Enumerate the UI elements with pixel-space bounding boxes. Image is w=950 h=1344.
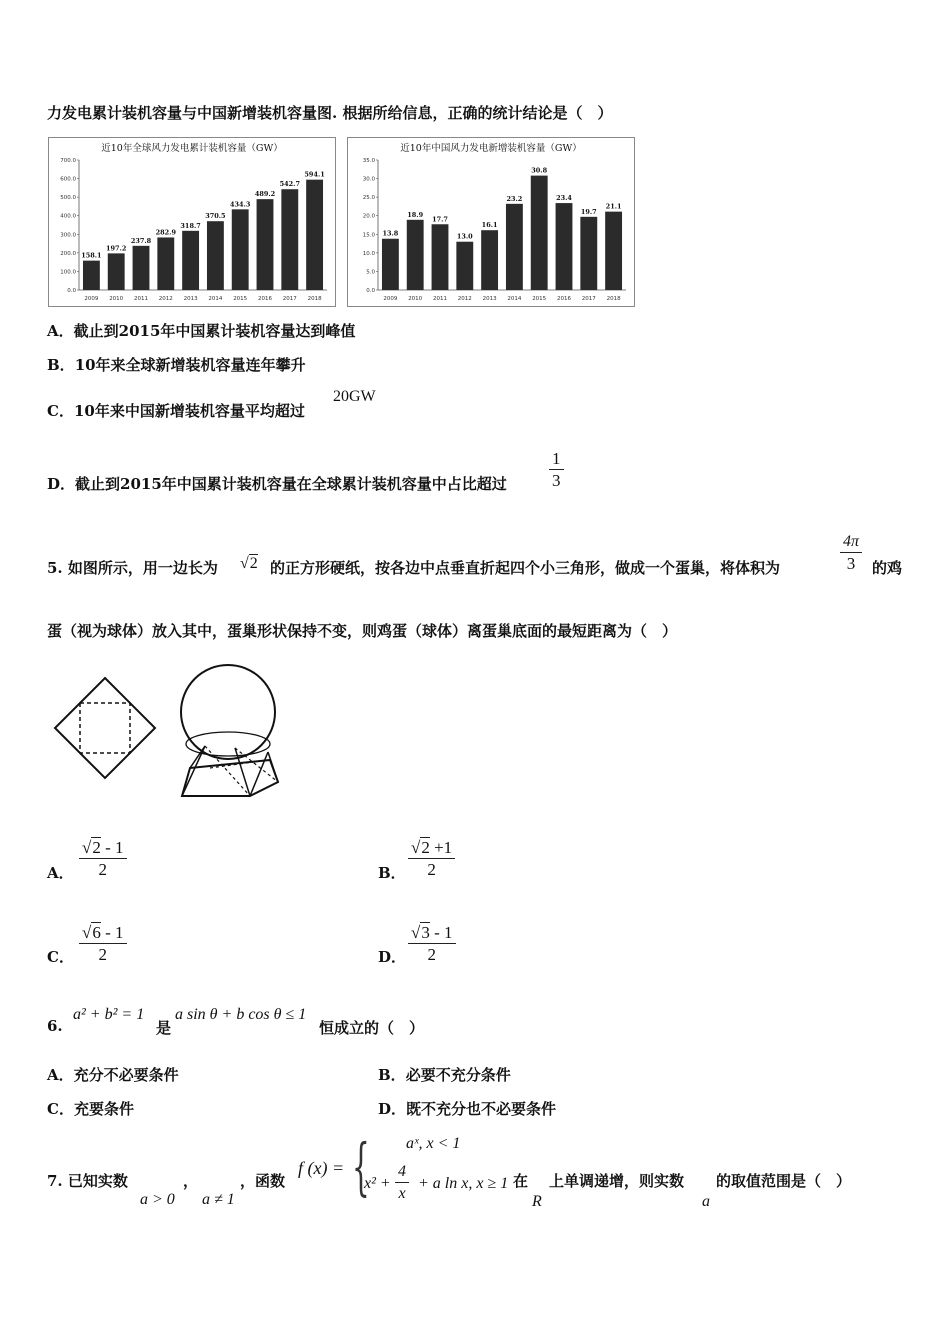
q6-option-c-text: 充要条件 [73,1100,134,1118]
q5-option-a-label: A． [47,864,74,882]
q4-option-d-fraction [549,449,564,492]
x-tick-label: 2017 [581,296,596,302]
q6-option-d-label: D． [378,1100,407,1118]
bar-value-label: 237.8 [130,236,152,245]
y-tick-label: 5.0 [366,269,375,276]
fraction-numerator: 4 [395,1162,409,1183]
y-tick-label: 300.0 [60,232,76,239]
q5-sqrt2: √2 [240,555,258,572]
q6-condition-2: a sin θ + b cos θ ≤ 1 [175,1006,307,1023]
q4-option-a-text: 截止到2015年中国累计装机容量达到峰值 [73,322,356,340]
q6-option-c-label: C． [47,1100,74,1118]
y-tick-label: 400.0 [60,213,76,220]
bar-2011 [432,224,449,290]
q5-option-b-fraction [408,838,455,881]
numerator-operation: - 1 [100,923,124,942]
q5-stem-line2: 蛋（视为球体）放入其中，蛋巢形状保持不变，则鸡蛋（球体）离蛋巢底面的最短距离为（ ） [47,622,678,640]
chart-title: 近10年中国风力发电新增装机容量（GW） [400,143,582,154]
chart-global-cumulative [48,137,336,307]
bar-value-label: 19.7 [580,207,597,216]
y-tick-label: 0.0 [67,288,76,294]
bar-2015 [232,209,249,290]
fraction-denominator: 2 [427,860,436,879]
bar-value-label: 21.1 [605,202,622,211]
bar-2012 [456,242,473,290]
q7-condition-b: a ≠ 1 [202,1191,235,1208]
bar-value-label: 282.9 [155,228,176,237]
x-tick-label: 2014 [507,296,522,302]
numerator-operation: - 1 [100,838,124,857]
x-tick-label: 2018 [606,296,621,302]
q7-number-and-text [47,1170,128,1191]
fraction-denominator: 2 [98,945,107,964]
y-tick-label: 20.0 [362,213,375,220]
q4-option-b-text: 10年来全球新增装机容量连年攀升 [74,356,306,374]
y-tick-label: 0.0 [366,288,375,294]
numerator-operation: - 1 [429,923,453,942]
fraction-denominator: 2 [98,860,107,879]
q7-comma-1: ， [183,1172,199,1190]
bar-value-label: 594.1 [304,170,325,179]
q4-option-d [47,473,507,494]
bar-2010 [108,253,125,290]
q7-case-2-fraction [395,1162,409,1205]
chart-china-new [347,137,635,307]
q6-option-d [378,1098,556,1119]
q5-option-c-label: C． [47,948,74,966]
q7-condition-a: a > 0 [140,1191,175,1208]
q4-option-d-text: 截止到2015年中国累计装机容量在全球累计装机容量中占比超过 [75,475,507,493]
bar-value-label: 18.9 [407,210,424,219]
x-tick-label: 2015 [532,296,547,302]
fraction-numerator: 1 [549,449,564,470]
bar-2010 [407,220,424,290]
sqrt-radicand: 2 [249,555,258,572]
q7-piecewise-brace: { [352,1130,370,1203]
q5-option-b-label: B． [378,864,406,882]
bar-value-label: 489.2 [254,190,276,199]
bar-value-label: 30.8 [531,166,548,175]
x-tick-label: 2012 [457,296,472,302]
fraction-denominator: 2 [427,945,436,964]
bar-2017 [580,217,597,290]
egg-nest-figure [50,656,285,816]
x-tick-label: 2016 [258,296,272,302]
y-tick-label: 30.0 [362,176,375,183]
nest-edge [190,746,205,768]
fraction-numerator: 4π [840,532,862,553]
x-tick-label: 2018 [307,296,322,302]
fraction-denominator: 3 [552,471,561,490]
q5-number: 5. [47,559,63,577]
q4-option-c [47,400,305,421]
q6-option-a-label: A． [47,1066,74,1084]
bar-2014 [207,221,224,290]
fraction-denominator: 3 [846,554,856,573]
bar-2018 [605,212,622,290]
x-tick-label: 2011 [134,296,148,302]
x-tick-label: 2009 [383,296,398,302]
bar-2016 [556,203,573,290]
q5-option-d-label: D． [378,948,407,966]
y-tick-label: 500.0 [60,195,76,202]
q7-case-2-post: + a ln x, x ≥ 1 [418,1175,509,1192]
bar-2013 [481,230,498,290]
x-tick-label: 2016 [557,296,571,302]
bar-value-label: 13.8 [382,229,399,238]
sqrt-radicand: 3 [421,923,430,942]
y-tick-label: 100.0 [60,269,76,276]
bar-2014 [506,204,523,290]
bar-2009 [382,239,399,290]
x-tick-label: 2013 [183,296,198,302]
chart-global-svg [49,138,335,306]
sphere-contact-ellipse [186,732,270,756]
bar-2011 [133,246,150,290]
x-tick-label: 2010 [408,296,423,302]
outer-square [55,678,155,778]
q7-function-name: f (x) = [298,1158,345,1178]
bar-value-label: 16.1 [481,221,498,230]
q7-case-1: aˣ, x < 1 [406,1135,461,1152]
x-tick-label: 2013 [482,296,497,302]
q7-number: 7. [47,1172,63,1190]
y-tick-label: 200.0 [60,250,76,257]
bar-value-label: 434.3 [230,200,251,209]
x-tick-label: 2011 [433,296,447,302]
q4-option-a [47,320,355,341]
q4-option-c-math: 20GW [333,388,376,405]
q5-volume-fraction [840,532,862,575]
numerator-operation: +1 [429,838,453,857]
q5-option-d-fraction [408,923,456,966]
x-tick-label: 2010 [109,296,124,302]
fraction-numerator: √2 +1 [408,838,455,859]
q7-text-1: 已知实数 [67,1172,128,1190]
bar-2012 [157,237,174,290]
bar-value-label: 17.7 [432,215,448,224]
q6-option-c [47,1098,134,1119]
q4-option-b [47,354,306,375]
y-tick-label: 600.0 [60,176,76,183]
q4-option-d-label: D． [47,475,76,493]
q4-option-b-label: B． [47,356,75,374]
y-tick-label: 700.0 [60,158,76,164]
y-tick-label: 10.0 [362,250,375,257]
q6-tail: 恒成立的（ ） [319,1019,425,1037]
sqrt-radicand: 2 [421,838,430,857]
q6-option-a-text: 充分不必要条件 [73,1066,179,1084]
bar-value-label: 318.7 [180,221,201,230]
q6-option-b-label: B． [378,1066,406,1084]
q7-text-3: 上单调递增，则实数 [549,1172,685,1190]
bar-value-label: 197.2 [106,244,127,253]
q7-set-R: R [532,1193,542,1210]
fraction-numerator: √2 - 1 [79,838,127,859]
fraction-denominator: x [398,1185,406,1202]
chart-china-svg [348,138,634,306]
q4-stem: 力发电累计装机容量与中国新增装机容量图. 根据所给信息，正确的统计结论是（ ） [47,104,613,122]
bar-value-label: 158.1 [81,251,102,260]
y-tick-label: 35.0 [362,158,375,164]
q7-variable-a: a [702,1193,710,1210]
q6-option-b-text: 必要不充分条件 [405,1066,511,1084]
sqrt-radicand: 2 [92,838,101,857]
q5-stem-line1 [47,557,218,578]
q7-case-2-pre: x² + [364,1175,391,1192]
q6-connector: 是 [156,1019,172,1037]
q7-text-4: 的取值范围是（ ） [716,1172,852,1190]
q7-comma-2: ，函数 [240,1172,286,1190]
bar-2016 [257,199,274,290]
bar-value-label: 370.5 [205,212,226,221]
y-tick-label: 25.0 [362,195,375,202]
bar-2018 [306,180,323,290]
nest-edge [182,746,205,796]
y-tick-label: 15.0 [362,232,375,239]
sqrt-radicand: 6 [92,923,101,942]
q5-stem-part3: 的鸡 [872,559,903,577]
inner-fold-square [80,703,130,753]
q7-text-2: 在 [513,1172,529,1190]
x-tick-label: 2015 [233,296,248,302]
bar-value-label: 13.0 [456,232,473,241]
q5-option-a-fraction [79,838,127,881]
fraction-numerator: √6 - 1 [79,923,127,944]
bar-2009 [83,261,100,290]
q4-option-a-label: A． [47,322,74,340]
bar-value-label: 23.2 [506,194,523,203]
x-tick-label: 2009 [84,296,99,302]
x-tick-label: 2014 [208,296,223,302]
nest-hidden-edge [205,746,250,796]
q5-stem-part2: 的正方形硬纸，按各边中点垂直折起四个小三角形，做成一个蛋巢，将体积为 [270,559,781,577]
fraction-numerator: √3 - 1 [408,923,456,944]
q5-stem-part1: 如图所示，用一边长为 [67,559,218,577]
q4-option-c-label: C． [47,402,74,420]
chart-title: 近10年全球风力发电累计装机容量（GW） [101,143,283,154]
bar-2015 [531,176,548,290]
q6-option-a [47,1064,179,1085]
bar-2013 [182,231,199,290]
q4-option-c-text: 10年来中国新增装机容量平均超过 [73,402,305,420]
bar-2017 [281,189,298,290]
bar-value-label: 542.7 [279,180,300,189]
x-tick-label: 2012 [158,296,173,302]
bar-value-label: 23.4 [556,194,572,203]
q6-option-d-text: 既不充分也不必要条件 [406,1100,557,1118]
q6-condition-1: a² + b² = 1 [73,1006,145,1023]
q6-option-b [378,1064,511,1085]
x-tick-label: 2017 [282,296,297,302]
q5-option-c-fraction [79,923,127,966]
sphere [181,665,275,759]
q6-number: 6. [47,1017,63,1035]
